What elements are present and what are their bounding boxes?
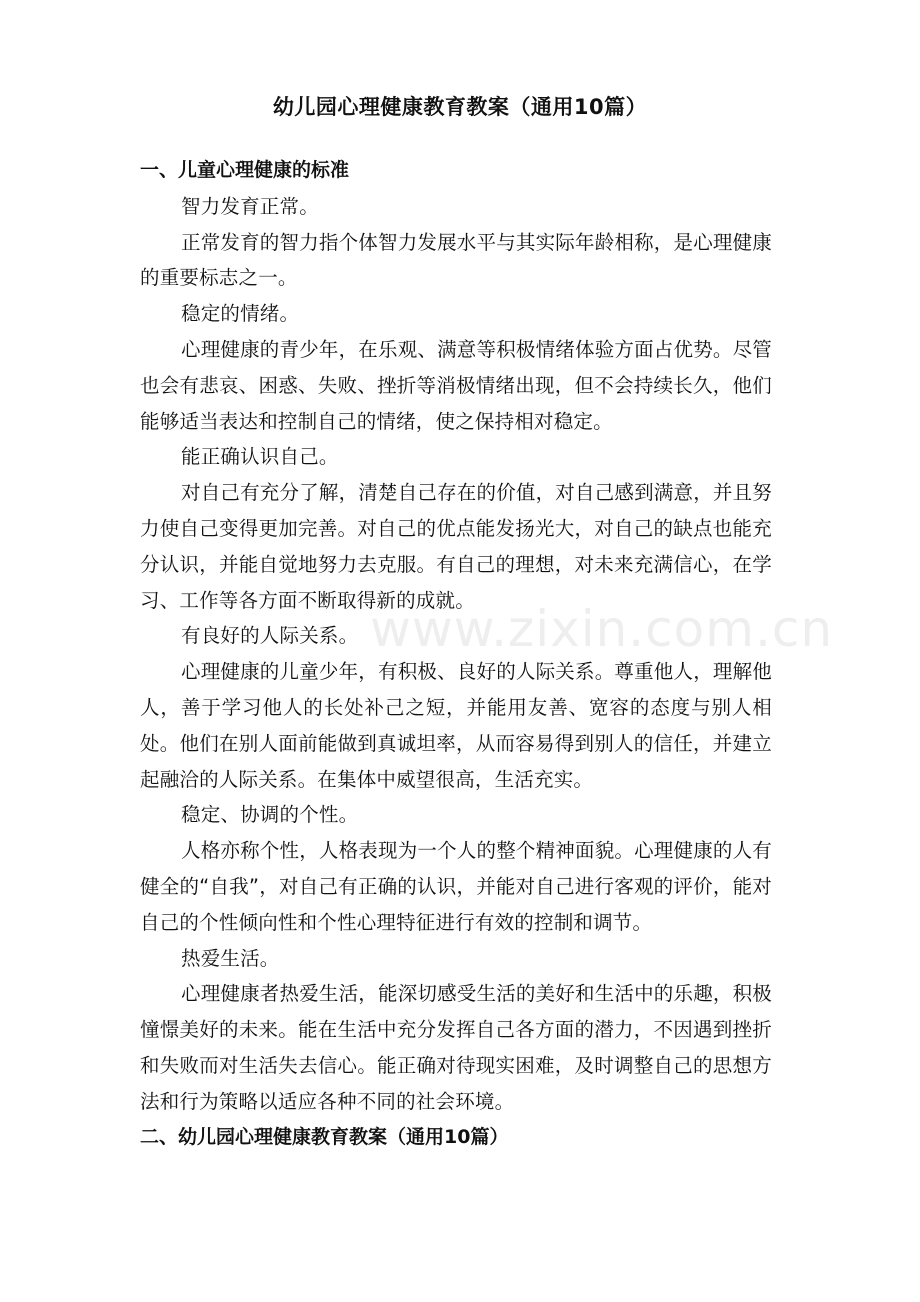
document-title: 幼儿园心理健康教育教案（通用10篇）: [272, 95, 648, 119]
section-heading-1: 一、儿童心理健康的标准: [140, 159, 350, 181]
document-body: [140, 153, 772, 1155]
paragraph-relationships: 心理健康的儿童少年，有积极、良好的人际关系。尊重他人，理解他人，善于学习他人的长处补己之短，并能用友善、宽容的态度与别人相处。他们在别人面前能做到真诚坦率，从而容易得到别人的信任，并建立起融洽的人际关系。在集体中威望很高，生活充实。: [140, 660, 773, 791]
paragraph-love-life: 心理健康者热爱生活，能深切感受生活的美好和生活中的乐趣，积极憧憬美好的未来。能在生活中充分发挥自己各方面的潜力，不因遇到挫折和失败而对生活失去信心。能正确对待现实困难，及时调整自己的思想方法和行为策略以适应各种不同的社会环境。: [140, 982, 773, 1113]
subheading-relationships: 有良好的人际关系。: [181, 624, 359, 648]
subheading-love-life: 热爱生活。: [181, 946, 280, 970]
subheading-emotion: 稳定的情绪。: [181, 302, 300, 326]
subheading-self-awareness: 能正确认识自己。: [181, 445, 339, 469]
section-heading-2: 二、幼儿园心理健康教育教案（通用10篇）: [140, 1125, 509, 1148]
paragraph-self-awareness: 对自己有充分了解，清楚自己存在的价值，对自己感到满意，并且努力使自己变得更加完善。对自己的优点能发扬光大，对自己的缺点也能充分认识，并能自觉地努力去克服。有自己的理想，对未来充满信心，在学习、工作等各方面不断取得新的成就。: [140, 481, 773, 612]
subheading-personality: 稳定、协调的个性。: [181, 803, 359, 827]
paragraph-personality: 人格亦称个性，人格表现为一个人的整个精神面貌。心理健康的人有健全的“自我”，对自己有正确的认识，并能对自己进行客观的评价，能对自己的个性倾向性和个性心理特征进行有效的控制和调节。: [140, 839, 773, 934]
watermark: www.zixin.com.cn: [370, 600, 834, 658]
subheading-intelligence: 智力发育正常。: [181, 194, 319, 218]
paragraph-emotion: 心理健康的青少年，在乐观、满意等积极情绪体验方面占优势。尽管也会有悲哀、困惑、失败、挫折等消极情绪出现，但不会持续长久，他们能够适当表达和控制自己的情绪，使之保持相对稳定。: [140, 337, 773, 433]
paragraph-intelligence: 正常发育的智力指个体智力发展水平与其实际年龄相称，是心理健康的重要标志之一。: [140, 230, 773, 290]
